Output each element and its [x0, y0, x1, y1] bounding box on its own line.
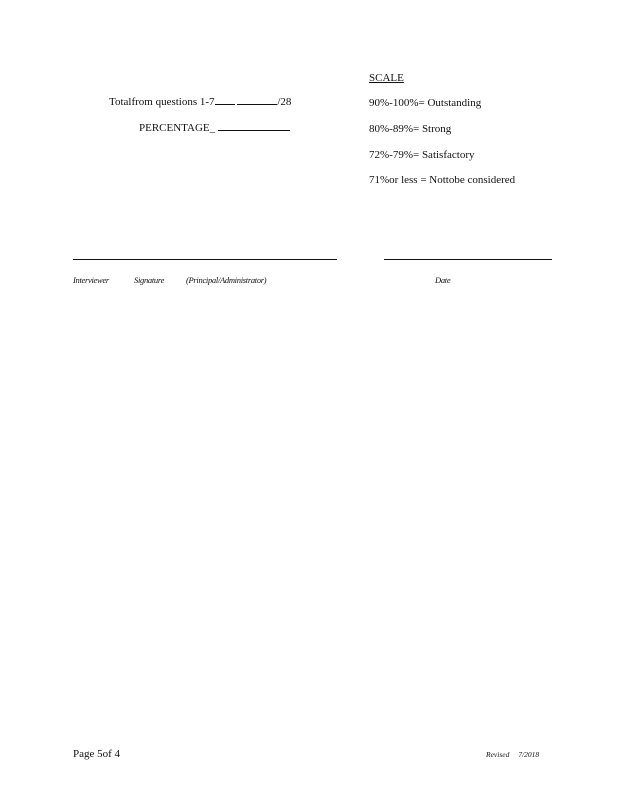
scale-item-outstanding: 90%-100%= Outstanding — [369, 97, 482, 109]
total-blank-2 — [237, 94, 277, 105]
scale-item-strong: 80%-89%= Strong — [369, 123, 452, 135]
principal-label: (Principal/Administrator) — [186, 275, 267, 285]
percentage-line — [139, 120, 290, 134]
total-suffix: /28 — [277, 96, 292, 108]
interviewer-label: Interviewer — [73, 275, 109, 285]
revised-label: Revised — [486, 750, 510, 759]
total-blank-1 — [215, 94, 235, 105]
signature-line — [73, 259, 337, 260]
percentage-blank — [218, 120, 290, 131]
date-line — [384, 259, 552, 260]
page-number: Page 5of 4 — [73, 748, 121, 760]
revised-date: 7/2018 — [518, 750, 540, 759]
revised-note — [486, 750, 539, 759]
percentage-label: PERCENTAGE_ — [139, 122, 216, 134]
total-label: Totalfrom questions 1-7 — [109, 96, 215, 108]
scale-item-not-considered: 71%or less = Nottobe considered — [369, 174, 516, 186]
date-label: Date — [435, 275, 451, 285]
scale-title: SCALE — [369, 72, 404, 84]
signature-label: Signature — [134, 275, 165, 285]
total-questions-line — [109, 94, 291, 108]
scale-item-satisfactory: 72%-79%= Satisfactory — [369, 149, 475, 161]
